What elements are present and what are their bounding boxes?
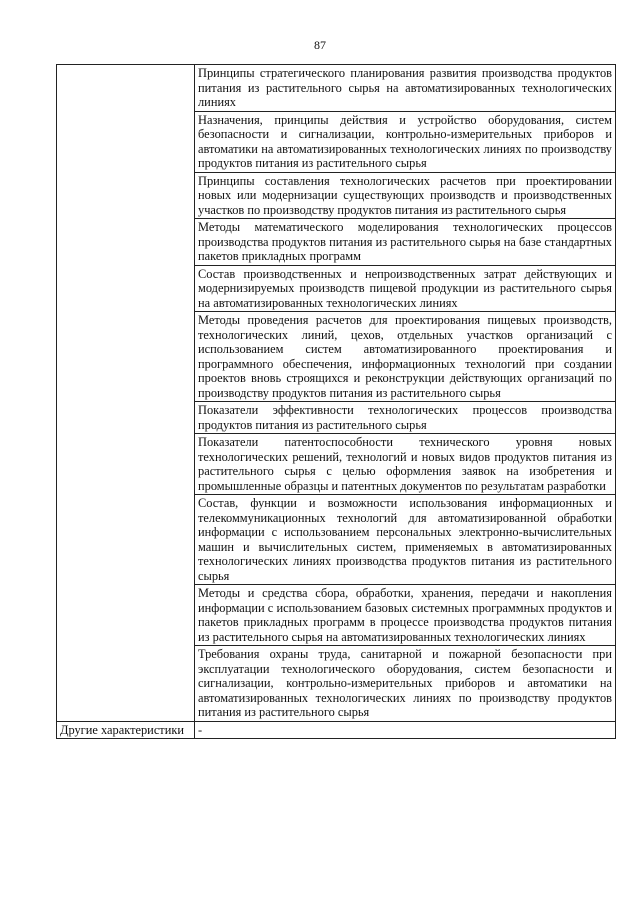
knowledge-item: Состав, функции и возможности использования информационных и телекоммуникационных технологий для автоматизированной обработки информации с использованием персональных электронно-вычислительных машин и вычислительных систем, применяемых в автоматизированных технологических линиях производства продуктов питания из растительного сырья [195, 495, 616, 585]
other-characteristics-value: - [195, 721, 616, 739]
knowledge-item: Назначения, принципы действия и устройство оборудования, систем безопасности и сигнализации, контрольно-измерительных приборов и автоматики на автоматизированных технологических линиях по производству продуктов питания из растительного сырья [195, 111, 616, 172]
knowledge-item: Методы математического моделирования технологических процессов производства продуктов питания из растительного сырья на базе стандартных пакетов прикладных программ [195, 219, 616, 266]
section-label-cell [57, 65, 195, 722]
knowledge-item: Принципы стратегического планирования развития производства продуктов питания из растительного сырья на автоматизированных технологических линиях [195, 65, 616, 112]
table-row [57, 65, 616, 112]
knowledge-table [56, 64, 616, 739]
knowledge-item: Показатели эффективности технологических процессов производства продуктов питания из растительного сырья [195, 402, 616, 434]
knowledge-item: Требования охраны труда, санитарной и пожарной безопасности при эксплуатации технологического оборудования, систем безопасности и сигнализации, контрольно-измерительных приборов и автоматики на автоматизированных технологических линиях по производству продуктов питания из растительного сырья [195, 646, 616, 722]
table-row [57, 721, 616, 739]
knowledge-item: Показатели патентоспособности технического уровня новых технологических решений, технологий и новых видов продуктов питания из растительного сырья с целью оформления заявок на изобретения и промышленные образцы и патентных документов по результатам разработки [195, 434, 616, 495]
knowledge-item: Состав производственных и непроизводственных затрат действующих и модернизируемых производств пищевой продукции из растительного сырья на автоматизированных технологических линиях [195, 265, 616, 312]
page-number: 87 [314, 38, 326, 52]
other-characteristics-section [57, 721, 616, 739]
knowledge-item: Принципы составления технологических расчетов при проектировании новых или модернизации существующих производств и производственных участков по производству продуктов питания из растительного сырья [195, 172, 616, 219]
knowledge-table-body [57, 65, 616, 722]
knowledge-item: Методы проведения расчетов для проектирования пищевых производств, технологических линий, цехов, отдельных участков организаций с использованием систем автоматизированного проектирования и программного обеспечения, информационных технологий при создании проектов вновь строящихся и реконструкции действующих организаций по производству продуктов питания из растительного сырья [195, 312, 616, 402]
knowledge-item: Методы и средства сбора, обработки, хранения, передачи и накопления информации с использованием базовых системных программных продуктов и пакетов прикладных программ в процессе производства продуктов питания из растительного сырья на автоматизированных технологических линиях [195, 585, 616, 646]
other-characteristics-label: Другие характеристики [57, 721, 195, 739]
